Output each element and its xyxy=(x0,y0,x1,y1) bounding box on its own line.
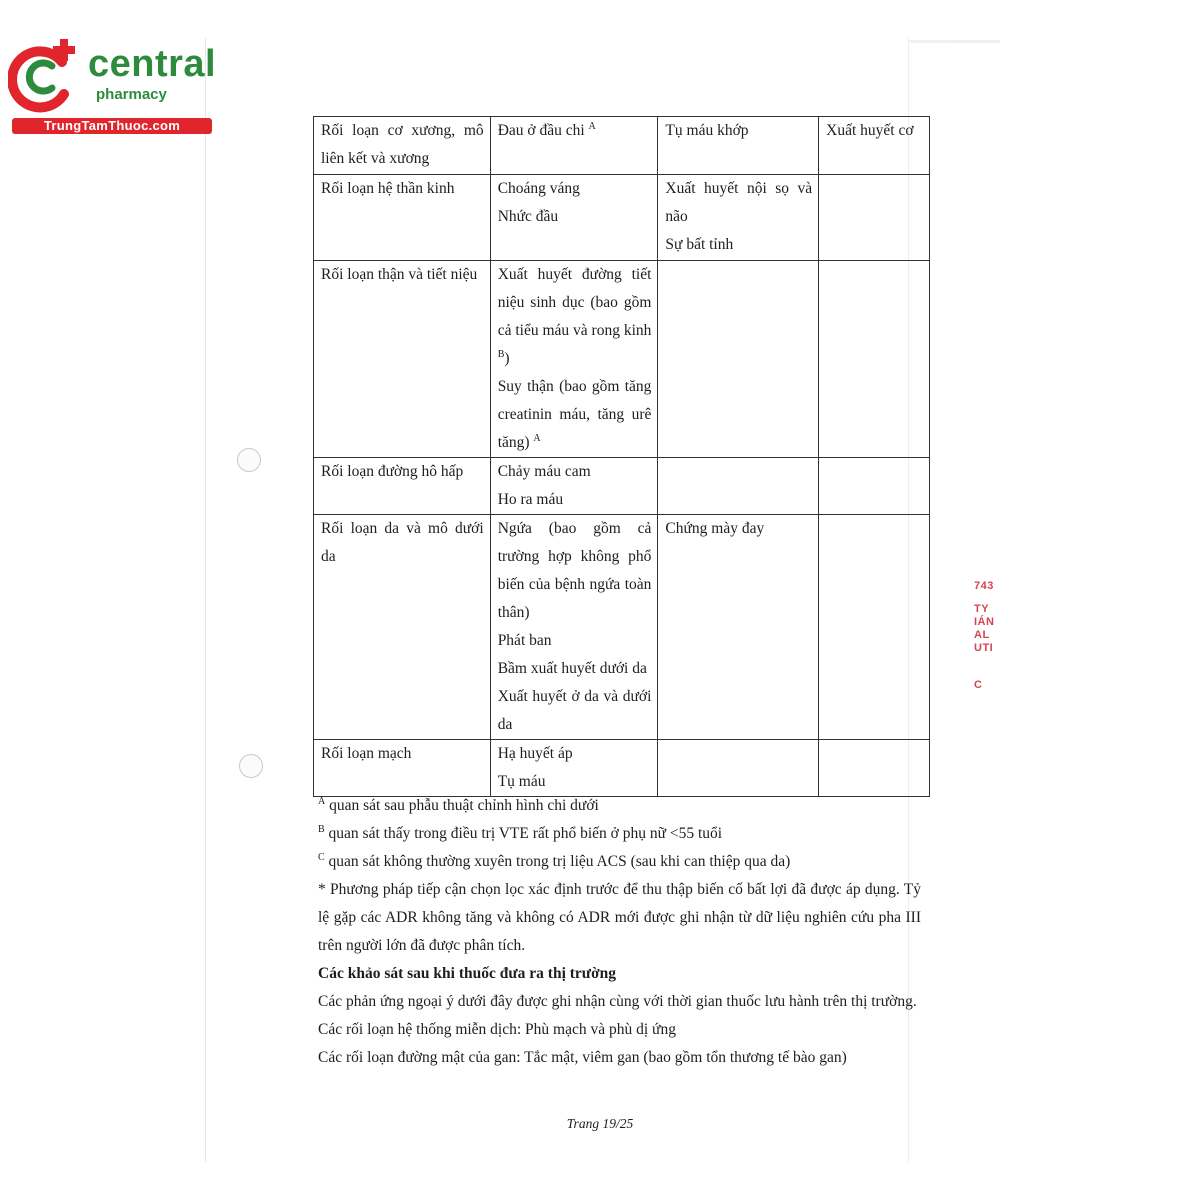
paragraph-postmarketing: Các phản ứng ngoại ý dưới đây được ghi nhận cùng với thời gian thuốc lưu hành trên thị trường. xyxy=(318,993,917,1010)
organ-class-cell: Rối loạn cơ xương, mô liên kết và xương xyxy=(314,117,491,175)
reaction-cell xyxy=(658,740,819,797)
table-row xyxy=(314,458,930,515)
page-number: Trang 19/25 xyxy=(566,1116,634,1131)
table-row xyxy=(314,117,930,175)
reaction-cell: Ngứa (bao gồm cả trường hợp không phổ biến của bệnh ngứa toàn thân) Phát ban Bầm xuất huyết dưới da Xuất huyết ở da và dưới da xyxy=(490,515,658,740)
reaction-cell: Xuất huyết cơ xyxy=(819,117,930,175)
punch-hole-bottom xyxy=(239,754,263,778)
reaction-cell: Hạ huyết áp Tụ máu xyxy=(490,740,658,797)
site-banner[interactable]: TrungTamThuoc.com xyxy=(12,118,212,134)
footnote-a: $^A$ quan sát sau phẫu thuật chỉnh hình chi dưới xyxy=(318,795,599,814)
reaction-cell xyxy=(819,261,930,458)
reaction-cell xyxy=(819,458,930,515)
punch-hole-top xyxy=(237,448,261,472)
organ-class-cell: Rối loạn hệ thần kinh xyxy=(314,175,491,261)
reaction-cell xyxy=(658,458,819,515)
organ-class-cell: Rối loạn da và mô dưới da xyxy=(314,515,491,740)
table-row xyxy=(314,261,930,458)
reaction-cell: Tụ máu khớp xyxy=(658,117,819,175)
reaction-cell: Choáng váng Nhức đầu xyxy=(490,175,658,261)
reaction-cell: Chảy máu cam Ho ra máu xyxy=(490,458,658,515)
table-row xyxy=(314,175,930,261)
brand-logo[interactable] xyxy=(8,36,217,136)
paragraph-method: * Phương pháp tiếp cận chọn lọc xác định trước để thu thập biến cố bất lợi đã được áp dụng. Tỷ lệ gặp các ADR không tăng và không có ADR mới được ghi nhận từ dữ liệu nghiên cứu pha III trên người lớn đã được phân tích. xyxy=(318,881,921,954)
reaction-cell: Đau ở đầu chi $^A$ xyxy=(490,117,658,175)
stamp-fragment: 743 TY IÁN AL UTI C xyxy=(974,580,995,691)
footnote-b: $^B$ quan sát thấy trong điều trị VTE rất phổ biến ở phụ nữ <55 tuổi xyxy=(318,823,723,842)
section-heading: Các khảo sát sau khi thuốc đưa ra thị trường xyxy=(318,965,617,982)
brand-subtitle: pharmacy xyxy=(96,86,167,103)
reaction-cell xyxy=(819,175,930,261)
reaction-cell: Xuất huyết nội sọ và não Sự bất tỉnh xyxy=(658,175,819,261)
organ-class-cell: Rối loạn mạch xyxy=(314,740,491,797)
body-text xyxy=(318,792,921,1072)
central-pharmacy-logo-icon xyxy=(8,36,86,116)
organ-class-cell: Rối loạn đường hô hấp xyxy=(314,458,491,515)
paragraph-immune: Các rối loạn hệ thống miễn dịch: Phù mạch và phù dị ứng xyxy=(318,1021,676,1038)
table-row xyxy=(314,515,930,740)
reaction-cell: Chứng mày đay xyxy=(658,515,819,740)
table-row xyxy=(314,740,930,797)
reaction-cell: Xuất huyết đường tiết niệu sinh dục (bao gồm cả tiểu máu và rong kinh $^B$) Suy thận (bao gồm tăng creatinin máu, tăng urê tăng) $^A$ xyxy=(490,261,658,458)
paragraph-hepatobiliary: Các rối loạn đường mật của gan: Tắc mật, viêm gan (bao gồm tổn thương tế bào gan) xyxy=(318,1049,847,1066)
footnote-c: $^C$ quan sát không thường xuyên trong trị liệu ACS (sau khi can thiệp qua da) xyxy=(318,851,791,870)
adverse-reaction-table xyxy=(313,116,930,797)
organ-class-cell: Rối loạn thận và tiết niệu xyxy=(314,261,491,458)
brand-name: central xyxy=(88,43,217,85)
reaction-cell xyxy=(658,261,819,458)
reaction-cell xyxy=(819,515,930,740)
reaction-cell xyxy=(819,740,930,797)
